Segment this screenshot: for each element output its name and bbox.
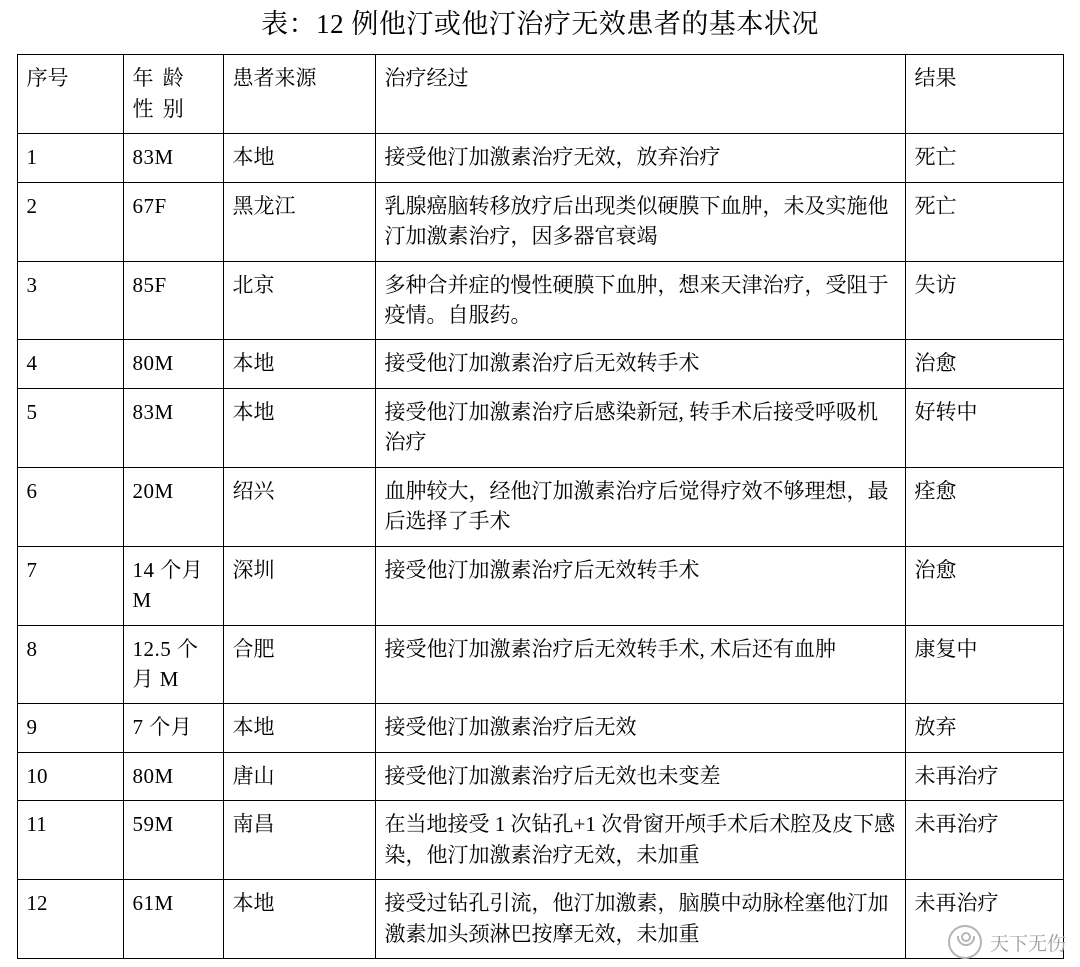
cell-result: 康复中 — [905, 625, 1063, 704]
table-row — [17, 704, 1063, 752]
cell-source: 南昌 — [223, 801, 375, 880]
cell-result: 治愈 — [905, 546, 1063, 625]
cell-course: 在当地接受 1 次钻孔+1 次骨窗开颅手术后术腔及皮下感染，他汀加激素治疗无效，未加重 — [375, 801, 905, 880]
table-row — [17, 182, 1063, 261]
table-row — [17, 880, 1063, 959]
watermark — [948, 925, 1066, 959]
cell-result: 未再治疗 — [905, 880, 1063, 959]
table-body — [17, 134, 1063, 959]
cell-source: 深圳 — [223, 546, 375, 625]
cell-result: 未再治疗 — [905, 752, 1063, 800]
patient-summary-table — [17, 54, 1064, 959]
cell-index: 10 — [17, 752, 123, 800]
cell-course: 乳腺癌脑转移放疗后出现类似硬膜下血肿，未及实施他汀加激素治疗，因多器官衰竭 — [375, 182, 905, 261]
watermark-label: 天下无伤 — [989, 933, 1066, 955]
cell-course: 接受过钻孔引流，他汀加激素，脑膜中动脉栓塞他汀加激素加头颈淋巴按摩无效，未加重 — [375, 880, 905, 959]
cell-source: 合肥 — [223, 625, 375, 704]
cell-index: 12 — [17, 880, 123, 959]
cell-source: 黑龙江 — [223, 182, 375, 261]
table-row — [17, 546, 1063, 625]
column-header-source: 患者来源 — [223, 55, 375, 134]
page-title: 表：12 例他汀或他汀治疗无效患者的基本状况 — [261, 9, 819, 39]
cell-source: 本地 — [223, 388, 375, 467]
cell-age-sex: 59M — [123, 801, 223, 880]
cell-course: 接受他汀加激素治疗后无效转手术 — [375, 546, 905, 625]
cell-age-sex: 7 个月 — [123, 704, 223, 752]
cell-source: 本地 — [223, 704, 375, 752]
cell-index: 3 — [17, 261, 123, 340]
cell-age-sex: 85F — [123, 261, 223, 340]
cell-result: 失访 — [905, 261, 1063, 340]
cell-age-sex: 12.5 个 月 M — [123, 625, 223, 704]
cell-source: 本地 — [223, 880, 375, 959]
cell-course: 接受他汀加激素治疗后感染新冠, 转手术后接受呼吸机治疗 — [375, 388, 905, 467]
table-row — [17, 388, 1063, 467]
cell-source: 唐山 — [223, 752, 375, 800]
cell-index: 11 — [17, 801, 123, 880]
cell-course: 接受他汀加激素治疗无效，放弃治疗 — [375, 134, 905, 182]
table-header-row — [17, 55, 1063, 134]
cell-index: 9 — [17, 704, 123, 752]
cell-source: 本地 — [223, 134, 375, 182]
table-row — [17, 625, 1063, 704]
cell-age-sex: 80M — [123, 340, 223, 388]
cell-result: 治愈 — [905, 340, 1063, 388]
column-header-course: 治疗经过 — [375, 55, 905, 134]
cell-result: 放弃 — [905, 704, 1063, 752]
cell-index: 2 — [17, 182, 123, 261]
cell-result: 未再治疗 — [905, 801, 1063, 880]
cell-age-sex: 83M — [123, 134, 223, 182]
cell-course: 接受他汀加激素治疗后无效转手术, 术后还有血肿 — [375, 625, 905, 704]
cell-result: 死亡 — [905, 182, 1063, 261]
cell-age-sex: 61M — [123, 880, 223, 959]
table-header — [17, 55, 1063, 134]
column-header-index: 序号 — [17, 55, 123, 134]
watermark-logo-icon — [948, 925, 982, 959]
cell-index: 7 — [17, 546, 123, 625]
table-row — [17, 261, 1063, 340]
column-header-age-sex: 年 龄 性 别 — [123, 55, 223, 134]
cell-course: 血肿较大，经他汀加激素治疗后觉得疗效不够理想，最后选择了手术 — [375, 467, 905, 546]
cell-source: 绍兴 — [223, 467, 375, 546]
cell-age-sex: 80M — [123, 752, 223, 800]
column-header-result: 结果 — [905, 55, 1063, 134]
cell-result: 痊愈 — [905, 467, 1063, 546]
cell-course: 接受他汀加激素治疗后无效转手术 — [375, 340, 905, 388]
cell-course: 接受他汀加激素治疗后无效也未变差 — [375, 752, 905, 800]
cell-source: 北京 — [223, 261, 375, 340]
cell-age-sex: 67F — [123, 182, 223, 261]
table-row — [17, 134, 1063, 182]
cell-result: 好转中 — [905, 388, 1063, 467]
cell-source: 本地 — [223, 340, 375, 388]
cell-index: 5 — [17, 388, 123, 467]
cell-age-sex: 20M — [123, 467, 223, 546]
cell-age-sex: 83M — [123, 388, 223, 467]
cell-index: 8 — [17, 625, 123, 704]
cell-age-sex: 14 个月 M — [123, 546, 223, 625]
cell-index: 4 — [17, 340, 123, 388]
cell-index: 1 — [17, 134, 123, 182]
cell-course: 接受他汀加激素治疗后无效 — [375, 704, 905, 752]
table-row — [17, 801, 1063, 880]
table-row — [17, 340, 1063, 388]
cell-course: 多种合并症的慢性硬膜下血肿，想来天津治疗，受阻于疫情。自服药。 — [375, 261, 905, 340]
table-row — [17, 467, 1063, 546]
cell-result: 死亡 — [905, 134, 1063, 182]
cell-index: 6 — [17, 467, 123, 546]
table-row — [17, 752, 1063, 800]
